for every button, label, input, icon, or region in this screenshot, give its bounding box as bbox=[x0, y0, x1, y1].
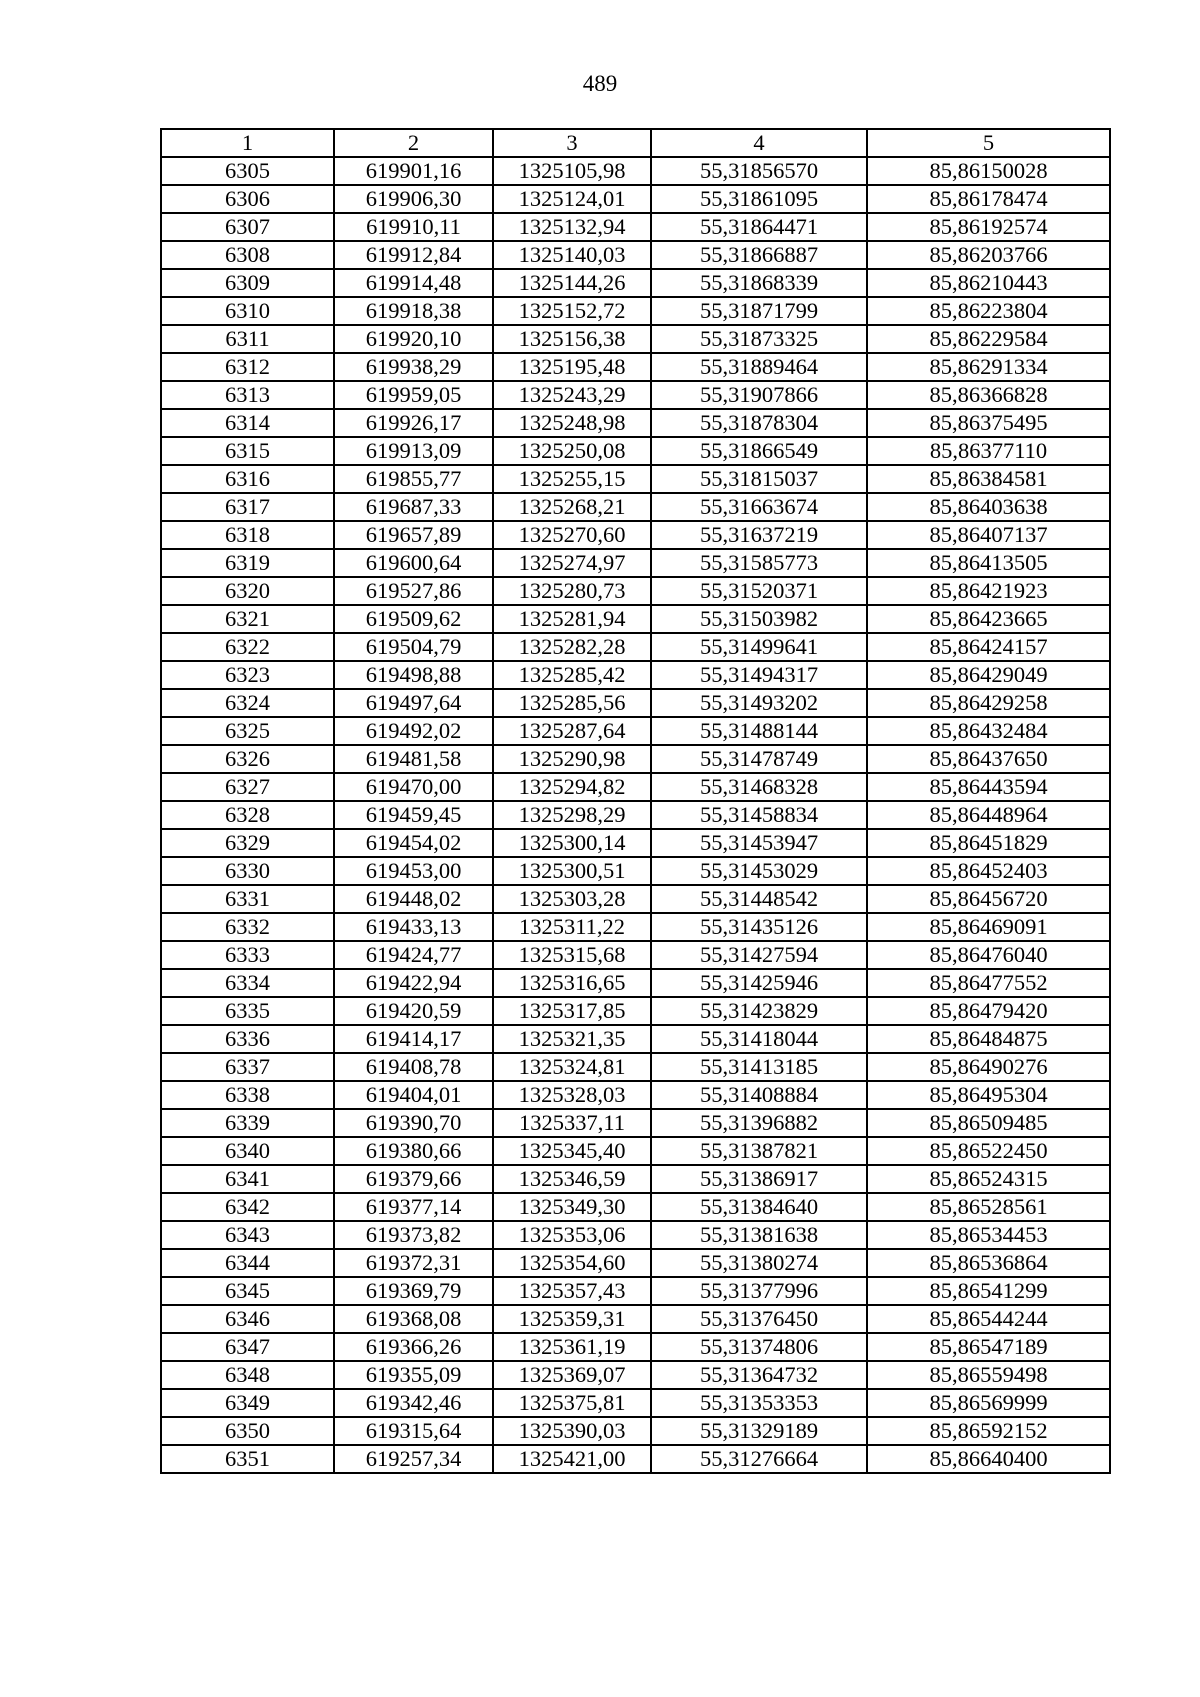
table-cell: 6319 bbox=[161, 549, 334, 577]
table-cell: 85,86178474 bbox=[867, 185, 1110, 213]
table-cell: 619408,78 bbox=[334, 1053, 493, 1081]
table-cell: 85,86479420 bbox=[867, 997, 1110, 1025]
table-cell: 55,31871799 bbox=[651, 297, 867, 325]
table-row bbox=[161, 689, 1110, 717]
table-cell: 85,86192574 bbox=[867, 213, 1110, 241]
table-cell: 6346 bbox=[161, 1305, 334, 1333]
column-header-2: 2 bbox=[334, 129, 493, 157]
table-row bbox=[161, 465, 1110, 493]
table-cell: 85,86495304 bbox=[867, 1081, 1110, 1109]
table-cell: 1325324,81 bbox=[493, 1053, 651, 1081]
table-cell: 85,86452403 bbox=[867, 857, 1110, 885]
table-cell: 6325 bbox=[161, 717, 334, 745]
coordinates-table bbox=[160, 128, 1111, 1474]
table-cell: 6316 bbox=[161, 465, 334, 493]
table-cell: 619959,05 bbox=[334, 381, 493, 409]
table-cell: 55,31878304 bbox=[651, 409, 867, 437]
table-cell: 85,86477552 bbox=[867, 969, 1110, 997]
table-cell: 619910,11 bbox=[334, 213, 493, 241]
table-cell: 55,31499641 bbox=[651, 633, 867, 661]
table-cell: 85,86203766 bbox=[867, 241, 1110, 269]
table-cell: 619901,16 bbox=[334, 157, 493, 185]
table-cell: 1325311,22 bbox=[493, 913, 651, 941]
table-cell: 1325337,11 bbox=[493, 1109, 651, 1137]
table-cell: 1325285,42 bbox=[493, 661, 651, 689]
table-cell: 55,31408884 bbox=[651, 1081, 867, 1109]
table-cell: 1325255,15 bbox=[493, 465, 651, 493]
table-cell: 6342 bbox=[161, 1193, 334, 1221]
table-cell: 619377,14 bbox=[334, 1193, 493, 1221]
table-cell: 85,86432484 bbox=[867, 717, 1110, 745]
table-cell: 6347 bbox=[161, 1333, 334, 1361]
table-cell: 6329 bbox=[161, 829, 334, 857]
table-cell: 1325328,03 bbox=[493, 1081, 651, 1109]
table-row bbox=[161, 997, 1110, 1025]
table-cell: 6310 bbox=[161, 297, 334, 325]
table-cell: 6343 bbox=[161, 1221, 334, 1249]
table-cell: 6322 bbox=[161, 633, 334, 661]
table-cell: 55,31468328 bbox=[651, 773, 867, 801]
table-cell: 6305 bbox=[161, 157, 334, 185]
table-cell: 6308 bbox=[161, 241, 334, 269]
table-cell: 619913,09 bbox=[334, 437, 493, 465]
table-cell: 6348 bbox=[161, 1361, 334, 1389]
table-cell: 55,31889464 bbox=[651, 353, 867, 381]
table-cell: 619926,17 bbox=[334, 409, 493, 437]
table-cell: 1325353,06 bbox=[493, 1221, 651, 1249]
table-cell: 1325354,60 bbox=[493, 1249, 651, 1277]
table-cell: 85,86375495 bbox=[867, 409, 1110, 437]
table-row bbox=[161, 1193, 1110, 1221]
table-cell: 85,86150028 bbox=[867, 157, 1110, 185]
table-cell: 619366,26 bbox=[334, 1333, 493, 1361]
table-cell: 6313 bbox=[161, 381, 334, 409]
table-cell: 619470,00 bbox=[334, 773, 493, 801]
table-cell: 619448,02 bbox=[334, 885, 493, 913]
table-cell: 85,86210443 bbox=[867, 269, 1110, 297]
table-cell: 619369,79 bbox=[334, 1277, 493, 1305]
table-cell: 1325315,68 bbox=[493, 941, 651, 969]
table-cell: 85,86403638 bbox=[867, 493, 1110, 521]
table-cell: 1325144,26 bbox=[493, 269, 651, 297]
table-row bbox=[161, 717, 1110, 745]
table-cell: 1325345,40 bbox=[493, 1137, 651, 1165]
table-cell: 85,86443594 bbox=[867, 773, 1110, 801]
table-cell: 1325274,97 bbox=[493, 549, 651, 577]
table-cell: 6331 bbox=[161, 885, 334, 913]
table-row bbox=[161, 857, 1110, 885]
table-cell: 1325421,00 bbox=[493, 1445, 651, 1473]
table-cell: 619504,79 bbox=[334, 633, 493, 661]
table-cell: 619404,01 bbox=[334, 1081, 493, 1109]
table-row bbox=[161, 1053, 1110, 1081]
table-cell: 1325369,07 bbox=[493, 1361, 651, 1389]
table-cell: 619422,94 bbox=[334, 969, 493, 997]
column-header-3: 3 bbox=[493, 129, 651, 157]
table-cell: 85,86223804 bbox=[867, 297, 1110, 325]
table-cell: 1325140,03 bbox=[493, 241, 651, 269]
table-cell: 55,31381638 bbox=[651, 1221, 867, 1249]
table-cell: 6315 bbox=[161, 437, 334, 465]
table-cell: 619424,77 bbox=[334, 941, 493, 969]
table-cell: 619855,77 bbox=[334, 465, 493, 493]
table-row bbox=[161, 1249, 1110, 1277]
table-cell: 1325105,98 bbox=[493, 157, 651, 185]
table-cell: 85,86437650 bbox=[867, 745, 1110, 773]
table-cell: 619687,33 bbox=[334, 493, 493, 521]
table-cell: 619938,29 bbox=[334, 353, 493, 381]
table-cell: 6350 bbox=[161, 1417, 334, 1445]
table-cell: 6314 bbox=[161, 409, 334, 437]
table-cell: 6326 bbox=[161, 745, 334, 773]
table-cell: 55,31861095 bbox=[651, 185, 867, 213]
table-row bbox=[161, 633, 1110, 661]
table-cell: 619390,70 bbox=[334, 1109, 493, 1137]
table-cell: 1325359,31 bbox=[493, 1305, 651, 1333]
table-cell: 85,86229584 bbox=[867, 325, 1110, 353]
table-cell: 619920,10 bbox=[334, 325, 493, 353]
table-cell: 55,31276664 bbox=[651, 1445, 867, 1473]
table-row bbox=[161, 1445, 1110, 1473]
table-cell: 6323 bbox=[161, 661, 334, 689]
table-row bbox=[161, 353, 1110, 381]
table-cell: 85,86541299 bbox=[867, 1277, 1110, 1305]
table-cell: 55,31413185 bbox=[651, 1053, 867, 1081]
table-cell: 1325156,38 bbox=[493, 325, 651, 353]
table-cell: 1325300,14 bbox=[493, 829, 651, 857]
table-cell: 85,86490276 bbox=[867, 1053, 1110, 1081]
table-cell: 619454,02 bbox=[334, 829, 493, 857]
table-row bbox=[161, 1417, 1110, 1445]
table-row bbox=[161, 1165, 1110, 1193]
table-cell: 85,86547189 bbox=[867, 1333, 1110, 1361]
table-cell: 85,86429258 bbox=[867, 689, 1110, 717]
table-cell: 1325280,73 bbox=[493, 577, 651, 605]
table-row bbox=[161, 185, 1110, 213]
table-cell: 1325250,08 bbox=[493, 437, 651, 465]
table-cell: 6340 bbox=[161, 1137, 334, 1165]
table-row bbox=[161, 1025, 1110, 1053]
table-cell: 85,86448964 bbox=[867, 801, 1110, 829]
table-row bbox=[161, 1081, 1110, 1109]
table-cell: 6317 bbox=[161, 493, 334, 521]
table-cell: 1325294,82 bbox=[493, 773, 651, 801]
table-cell: 619912,84 bbox=[334, 241, 493, 269]
table-row bbox=[161, 941, 1110, 969]
table-cell: 619481,58 bbox=[334, 745, 493, 773]
table-row bbox=[161, 913, 1110, 941]
table-cell: 619433,13 bbox=[334, 913, 493, 941]
table-cell: 6320 bbox=[161, 577, 334, 605]
table-cell: 55,31663674 bbox=[651, 493, 867, 521]
table-cell: 55,31864471 bbox=[651, 213, 867, 241]
table-cell: 55,31866887 bbox=[651, 241, 867, 269]
table-cell: 1325361,19 bbox=[493, 1333, 651, 1361]
table-cell: 55,31380274 bbox=[651, 1249, 867, 1277]
table-cell: 619372,31 bbox=[334, 1249, 493, 1277]
table-cell: 6333 bbox=[161, 941, 334, 969]
table-cell: 55,31856570 bbox=[651, 157, 867, 185]
table-cell: 6309 bbox=[161, 269, 334, 297]
table-cell: 6341 bbox=[161, 1165, 334, 1193]
table-cell: 55,31448542 bbox=[651, 885, 867, 913]
table-cell: 619453,00 bbox=[334, 857, 493, 885]
table-cell: 55,31520371 bbox=[651, 577, 867, 605]
table-row bbox=[161, 381, 1110, 409]
table-cell: 6337 bbox=[161, 1053, 334, 1081]
table-row bbox=[161, 829, 1110, 857]
table-row bbox=[161, 1109, 1110, 1137]
table-cell: 85,86291334 bbox=[867, 353, 1110, 381]
table-cell: 85,86476040 bbox=[867, 941, 1110, 969]
table-cell: 85,86377110 bbox=[867, 437, 1110, 465]
table-cell: 85,86509485 bbox=[867, 1109, 1110, 1137]
table-cell: 1325195,48 bbox=[493, 353, 651, 381]
table-cell: 6311 bbox=[161, 325, 334, 353]
table-cell: 1325357,43 bbox=[493, 1277, 651, 1305]
page-number: 489 bbox=[582, 71, 618, 96]
table-row bbox=[161, 437, 1110, 465]
table-body bbox=[161, 157, 1110, 1473]
table-cell: 1325375,81 bbox=[493, 1389, 651, 1417]
table-cell: 85,86592152 bbox=[867, 1417, 1110, 1445]
table-cell: 1325290,98 bbox=[493, 745, 651, 773]
table-cell: 6306 bbox=[161, 185, 334, 213]
table-cell: 619315,64 bbox=[334, 1417, 493, 1445]
column-header-4: 4 bbox=[651, 129, 867, 157]
table-cell: 619527,86 bbox=[334, 577, 493, 605]
table-cell: 619509,62 bbox=[334, 605, 493, 633]
table-cell: 619379,66 bbox=[334, 1165, 493, 1193]
table-row bbox=[161, 325, 1110, 353]
table-cell: 6307 bbox=[161, 213, 334, 241]
table-row bbox=[161, 1277, 1110, 1305]
table-cell: 55,31376450 bbox=[651, 1305, 867, 1333]
table-cell: 85,86534453 bbox=[867, 1221, 1110, 1249]
table-row bbox=[161, 157, 1110, 185]
column-header-1: 1 bbox=[161, 129, 334, 157]
table-cell: 1325124,01 bbox=[493, 185, 651, 213]
table-row bbox=[161, 1361, 1110, 1389]
table-row bbox=[161, 1389, 1110, 1417]
table-cell: 6349 bbox=[161, 1389, 334, 1417]
table-row bbox=[161, 1305, 1110, 1333]
table-cell: 619906,30 bbox=[334, 185, 493, 213]
table-cell: 85,86413505 bbox=[867, 549, 1110, 577]
table-cell: 55,31488144 bbox=[651, 717, 867, 745]
table-cell: 85,86424157 bbox=[867, 633, 1110, 661]
table-cell: 619355,09 bbox=[334, 1361, 493, 1389]
table-cell: 6330 bbox=[161, 857, 334, 885]
table-cell: 55,31907866 bbox=[651, 381, 867, 409]
table-cell: 55,31866549 bbox=[651, 437, 867, 465]
table-cell: 619459,45 bbox=[334, 801, 493, 829]
table-cell: 55,31637219 bbox=[651, 521, 867, 549]
table-cell: 1325285,56 bbox=[493, 689, 651, 717]
table-cell: 85,86423665 bbox=[867, 605, 1110, 633]
table-row bbox=[161, 885, 1110, 913]
table-cell: 619373,82 bbox=[334, 1221, 493, 1249]
table-row bbox=[161, 297, 1110, 325]
table-row bbox=[161, 409, 1110, 437]
table-cell: 55,31418044 bbox=[651, 1025, 867, 1053]
table-cell: 85,86559498 bbox=[867, 1361, 1110, 1389]
table-cell: 55,31329189 bbox=[651, 1417, 867, 1445]
table-cell: 619368,08 bbox=[334, 1305, 493, 1333]
table-cell: 55,31387821 bbox=[651, 1137, 867, 1165]
table-cell: 6332 bbox=[161, 913, 334, 941]
table-cell: 55,31425946 bbox=[651, 969, 867, 997]
table-row bbox=[161, 549, 1110, 577]
table-cell: 619257,34 bbox=[334, 1445, 493, 1473]
table-cell: 55,31494317 bbox=[651, 661, 867, 689]
table-cell: 1325300,51 bbox=[493, 857, 651, 885]
table-cell: 619380,66 bbox=[334, 1137, 493, 1165]
table-row bbox=[161, 745, 1110, 773]
table-cell: 85,86484875 bbox=[867, 1025, 1110, 1053]
table-cell: 55,31427594 bbox=[651, 941, 867, 969]
table-cell: 85,86456720 bbox=[867, 885, 1110, 913]
table-cell: 85,86384581 bbox=[867, 465, 1110, 493]
table-cell: 85,86429049 bbox=[867, 661, 1110, 689]
table-cell: 1325390,03 bbox=[493, 1417, 651, 1445]
table-cell: 55,31435126 bbox=[651, 913, 867, 941]
table-cell: 619600,64 bbox=[334, 549, 493, 577]
table-cell: 1325321,35 bbox=[493, 1025, 651, 1053]
table-cell: 6324 bbox=[161, 689, 334, 717]
table-cell: 6338 bbox=[161, 1081, 334, 1109]
column-header-5: 5 bbox=[867, 129, 1110, 157]
table-row bbox=[161, 521, 1110, 549]
table-cell: 55,31364732 bbox=[651, 1361, 867, 1389]
table-cell: 619914,48 bbox=[334, 269, 493, 297]
table-cell: 1325132,94 bbox=[493, 213, 651, 241]
table-cell: 85,86366828 bbox=[867, 381, 1110, 409]
table-cell: 6328 bbox=[161, 801, 334, 829]
table-cell: 55,31493202 bbox=[651, 689, 867, 717]
table-cell: 85,86528561 bbox=[867, 1193, 1110, 1221]
table-cell: 6321 bbox=[161, 605, 334, 633]
table-cell: 619342,46 bbox=[334, 1389, 493, 1417]
table-cell: 55,31453029 bbox=[651, 857, 867, 885]
table-cell: 55,31815037 bbox=[651, 465, 867, 493]
table-cell: 6336 bbox=[161, 1025, 334, 1053]
table-cell: 1325349,30 bbox=[493, 1193, 651, 1221]
table-cell: 619498,88 bbox=[334, 661, 493, 689]
table-cell: 85,86469091 bbox=[867, 913, 1110, 941]
table-cell: 55,31478749 bbox=[651, 745, 867, 773]
table-cell: 1325281,94 bbox=[493, 605, 651, 633]
table-cell: 55,31384640 bbox=[651, 1193, 867, 1221]
table-header-row bbox=[161, 129, 1110, 157]
table-cell: 85,86640400 bbox=[867, 1445, 1110, 1473]
table-cell: 619497,64 bbox=[334, 689, 493, 717]
table-cell: 1325268,21 bbox=[493, 493, 651, 521]
table-cell: 6345 bbox=[161, 1277, 334, 1305]
table-cell: 1325317,85 bbox=[493, 997, 651, 1025]
table-cell: 55,31353353 bbox=[651, 1389, 867, 1417]
table-cell: 1325248,98 bbox=[493, 409, 651, 437]
table-row bbox=[161, 773, 1110, 801]
table-cell: 1325270,60 bbox=[493, 521, 651, 549]
table-cell: 55,31585773 bbox=[651, 549, 867, 577]
table-row bbox=[161, 241, 1110, 269]
table-cell: 55,31377996 bbox=[651, 1277, 867, 1305]
table-row bbox=[161, 213, 1110, 241]
table-cell: 1325298,29 bbox=[493, 801, 651, 829]
table-cell: 55,31396882 bbox=[651, 1109, 867, 1137]
table-cell: 55,31453947 bbox=[651, 829, 867, 857]
table-cell: 619414,17 bbox=[334, 1025, 493, 1053]
table-cell: 1325316,65 bbox=[493, 969, 651, 997]
table-row bbox=[161, 661, 1110, 689]
table-cell: 55,31873325 bbox=[651, 325, 867, 353]
table-cell: 6351 bbox=[161, 1445, 334, 1473]
table-row bbox=[161, 969, 1110, 997]
table-cell: 85,86544244 bbox=[867, 1305, 1110, 1333]
table-cell: 1325303,28 bbox=[493, 885, 651, 913]
table-cell: 619918,38 bbox=[334, 297, 493, 325]
table-row bbox=[161, 1137, 1110, 1165]
table-cell: 85,86536864 bbox=[867, 1249, 1110, 1277]
table-cell: 6335 bbox=[161, 997, 334, 1025]
table-cell: 6344 bbox=[161, 1249, 334, 1277]
table-cell: 619420,59 bbox=[334, 997, 493, 1025]
table-cell: 1325282,28 bbox=[493, 633, 651, 661]
table-cell: 85,86522450 bbox=[867, 1137, 1110, 1165]
table-cell: 1325243,29 bbox=[493, 381, 651, 409]
table-cell: 55,31374806 bbox=[651, 1333, 867, 1361]
table-cell: 55,31458834 bbox=[651, 801, 867, 829]
table-cell: 85,86421923 bbox=[867, 577, 1110, 605]
table-cell: 1325287,64 bbox=[493, 717, 651, 745]
table-cell: 85,86451829 bbox=[867, 829, 1110, 857]
table-cell: 6318 bbox=[161, 521, 334, 549]
table-cell: 55,31503982 bbox=[651, 605, 867, 633]
table-cell: 1325346,59 bbox=[493, 1165, 651, 1193]
table-cell: 55,31386917 bbox=[651, 1165, 867, 1193]
table-cell: 619657,89 bbox=[334, 521, 493, 549]
table-cell: 85,86524315 bbox=[867, 1165, 1110, 1193]
table-row bbox=[161, 577, 1110, 605]
table-cell: 6312 bbox=[161, 353, 334, 381]
table-row bbox=[161, 605, 1110, 633]
table-row bbox=[161, 801, 1110, 829]
table-row bbox=[161, 1333, 1110, 1361]
table-cell: 1325152,72 bbox=[493, 297, 651, 325]
table-cell: 6334 bbox=[161, 969, 334, 997]
table-row bbox=[161, 493, 1110, 521]
table-cell: 55,31423829 bbox=[651, 997, 867, 1025]
table-cell: 6339 bbox=[161, 1109, 334, 1137]
table-row bbox=[161, 1221, 1110, 1249]
table-cell: 85,86407137 bbox=[867, 521, 1110, 549]
table-cell: 619492,02 bbox=[334, 717, 493, 745]
table-cell: 6327 bbox=[161, 773, 334, 801]
table-row bbox=[161, 269, 1110, 297]
table-cell: 85,86569999 bbox=[867, 1389, 1110, 1417]
table-cell: 55,31868339 bbox=[651, 269, 867, 297]
